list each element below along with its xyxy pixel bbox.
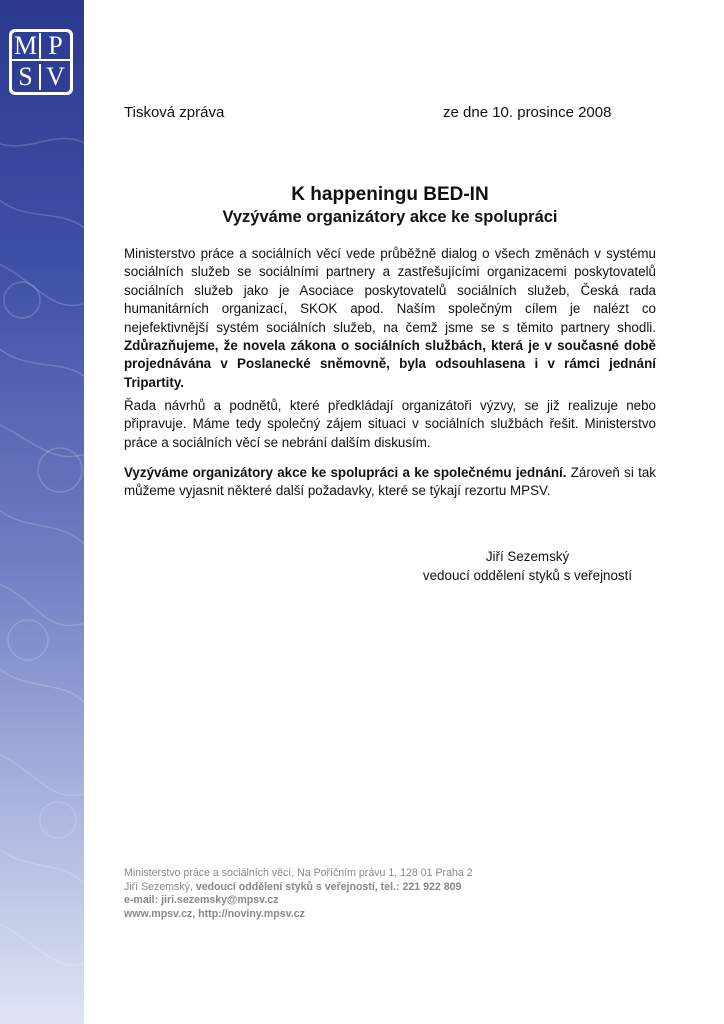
paragraph-text: Ministerstvo práce a sociálních věcí vede průběžně dialog o všech změnách v systému sociálních služeb se sociálními partnery a zastřešujícími organizacemi poskytovatelů sociálních služeb jako je Asociace poskytovatelů sociálních služeb, Česká rada humanitárních organizací, SKOK apod. Naším společným cílem je nalézt co nejefektivnější systém sociálních služeb, na čemž jsme se s těmito partnery shodli. <box>124 246 656 335</box>
footer-contact <box>124 867 524 921</box>
page-subtitle: Vyzýváme organizátory akce ke spolupráci <box>222 208 558 226</box>
logo-letter: S <box>12 64 41 90</box>
sidebar-decoration <box>0 0 84 1024</box>
press-release-label: Tisková zpráva <box>124 104 225 121</box>
logo-letter: P <box>41 33 70 61</box>
paragraph-emphasis: Vyzýváme organizátory akce ke spolupráci a ke společnému jednání. <box>124 465 567 480</box>
signature-name: Jiří Sezemský <box>485 549 570 564</box>
body-paragraph-1 <box>124 245 656 392</box>
release-date: ze dne 10. prosince 2008 <box>443 104 612 121</box>
footer-email: e-mail: jiri.sezemsky@mpsv.cz <box>124 894 279 907</box>
paragraph-text: Zároveň si tak můžeme vyjasnit některé další požadavky, které se týkají rezortu MPSV. <box>124 465 656 499</box>
signature-role: vedoucí oddělení styků s veřejností <box>422 568 633 583</box>
logo-letter: V <box>46 62 65 91</box>
paragraph-text: Řada návrhů a podnětů, které předkládají organizátoři výzvy, se již realizuje nebo připravuje. Máme tedy společný zájem situaci v sociálních službách řešit. Ministerstvo práce a sociálních věcí se nebrání dalším diskusím. <box>124 398 656 450</box>
footer-role-phone: vedoucí oddělení styků s veřejností, tel.: 221 922 809 <box>195 880 462 893</box>
paragraph-emphasis: Zdůrazňujeme, že novela zákona o sociálních službách, která je v současné době projednávána v Poslanecké sněmovně, byla odsouhlasena i v rámci jednání Tripartity. <box>124 338 656 390</box>
footer-name: Jiří Sezemský, <box>124 880 193 893</box>
sidebar-pattern <box>0 0 84 1024</box>
footer-contact-person <box>124 881 524 895</box>
body-paragraph-2 <box>124 397 656 452</box>
logo-letter: M <box>12 33 41 61</box>
footer-web: www.mpsv.cz, http://noviny.mpsv.cz <box>124 907 305 920</box>
signature-block <box>400 547 655 585</box>
body-paragraph-3 <box>124 464 656 501</box>
page-title: K happeningu BED-IN <box>291 184 489 205</box>
mpsv-logo <box>9 29 73 95</box>
footer-address: Ministerstvo práce a sociálních věcí, Na Poříčním právu 1, 128 01 Praha 2 <box>124 867 473 879</box>
